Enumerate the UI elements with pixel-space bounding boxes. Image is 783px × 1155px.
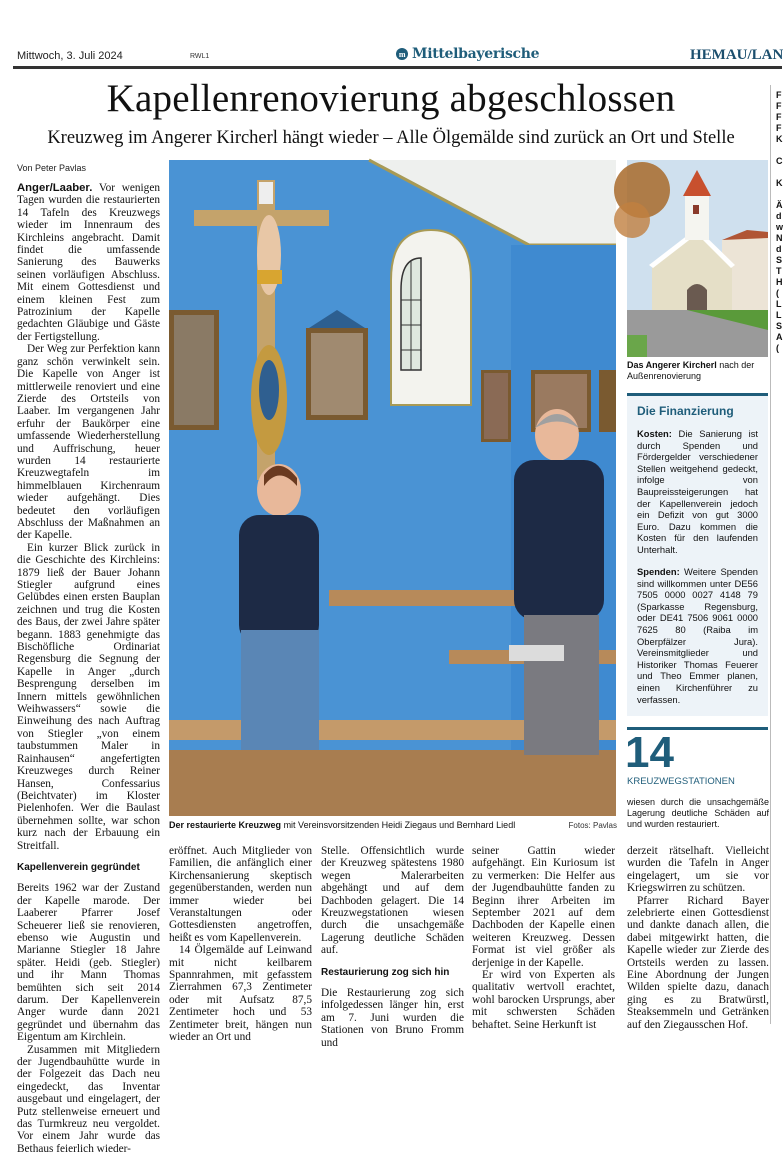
financing-infobox: [627, 393, 768, 716]
section-label: HEMAU/LAN: [690, 47, 783, 63]
dateline: Anger/Laaber.: [17, 182, 93, 194]
column-3: [321, 845, 464, 1049]
edge-letter: w: [776, 222, 783, 232]
edge-letter: A: [776, 332, 783, 342]
fact-label: KREUZWEGSTATIONEN: [627, 776, 735, 787]
edge-letter: [776, 189, 782, 200]
edge-letter: L: [776, 310, 782, 320]
donations-text: [637, 566, 758, 705]
costs-label: Kosten:: [637, 428, 672, 439]
edge-letter: S: [776, 321, 783, 331]
paragraph: 14 Ölgemälde auf Leinwand mit nicht keilbarem Spannrahmen, mit gefasstem Zierrahmen 67,3 Zentimeter oder mit Aufsatz 87,5 Zentimeter hoch und 53 Zentimeter breit, hängen nun wieder an Ort und: [169, 944, 312, 1044]
edge-letter: F: [776, 123, 782, 133]
paragraph: Pfarrer Richard Bayer zelebrierte einen Gottesdienst und dankte danach allen, die dabei mitgewirkt hatten, die Kapelle wieder zur Zierde des Ortsteils werden zu lassen. Eine Abordnung der Jungen Wilden spielte dazu, danach ging es zu Bratwürstl, Steaksemmeln und Getränken auf den Ziegausschen Hof.: [627, 894, 769, 1031]
paragraph: Der Weg zur Perfektion kann ganz schön verwinkelt sein. Die Kapelle von Anger ist mittlerweile renoviert und eine Zierde des Ortsteils von Laaber. Im vergangenen Jahr erfuhr der Baukörper eine umfassende Wiederherstellung und Auffrischung, heuer wurden 14 restaurierte Kreuzwegtafeln im himmelblauen Kirchenraum wieder aufgehängt. Dies bedeutet den vorläufigen Abschluss der Maßnahmen an der Kapelle.: [17, 343, 160, 542]
issue-date: Mittwoch, 3. Juli 2024: [17, 50, 123, 62]
edge-letter: H: [776, 277, 783, 287]
edge-letter: T: [776, 266, 782, 276]
infobox-title: Die Finanzierung: [637, 404, 734, 418]
edge-letter: F: [776, 101, 782, 111]
logo-text: Mittelbayerische: [412, 46, 540, 62]
main-photo-caption: [169, 820, 619, 830]
edge-letter: [776, 167, 782, 178]
edge-letter: [776, 145, 782, 156]
adjacent-column-edge: [776, 90, 782, 354]
paragraph: derzeit rätselhaft. Vielleicht wurden die Tafeln in Anger eingelagert, um sie vor Kriegswirren zu schützen.: [627, 845, 769, 895]
paragraph: [17, 182, 160, 343]
column-4: [472, 845, 615, 1031]
edge-letter: Ä: [776, 200, 783, 210]
donations-label: Spenden:: [637, 566, 680, 577]
headline: Kapellenrenovierung abgeschlossen: [106, 77, 676, 120]
chapel-exterior-illustration: [627, 160, 768, 357]
fact-number: 14: [625, 728, 674, 777]
page-code: RWL1: [190, 53, 210, 60]
edge-letter: K: [776, 178, 783, 188]
column-1: [17, 182, 160, 1155]
caption-text: mit Vereinsvorsitzenden Heidi Ziegaus und Bernhard Liedl: [283, 820, 516, 830]
subheading: Kapellenverein gegründet: [17, 861, 140, 873]
paragraph: Stelle. Offensichtlich wurde der Kreuzweg spätestens 1980 wegen Malerarbeiten abgehängt und auf dem Dachboden gelagert. Die 14 Kreuzwegstationen wiesen durch die unsachgemäße Lagerung deutliche Schäden auf.: [321, 845, 464, 957]
header-rule: [13, 66, 782, 69]
column-2: [169, 845, 312, 1044]
paragraph: eröffnet. Auch Mitglieder von Familien, die anfänglich einer Kirchensanierung skeptisch gegenüberstanden, werden nun immer wieder bei Veranstaltungen oder Gottesdiensten angetroffen, heißt es vom Kapellenverein.: [169, 845, 312, 944]
photo-credit: Fotos: Pavlas: [568, 821, 617, 830]
byline: Von Peter Pavlas: [17, 163, 87, 173]
paragraph: Ein kurzer Blick zurück in die Geschichte des Kirchleins: 1879 ließ der Bauer Johann Stiegler aufgrund eines Gelübdes einen ersten Bauplan zeichnen und trug die Kosten des Baus, der zwei Jahre später begann. 1883 genehmigte das Bischöfliche Ordinariat Regensburg die Segnung der Kapelle in Anger „durch Besprengung derselben im Innern mittels gewöhnlichen Weihwassers“ sowie die Einweihung des nach Auftrag von Stiegler „von einem taubstummen Maler in Rainhausen“ angefertigten Kreuzweges durch Reiner Hansen, Confessarius (Beichtvater) im Kloster Pielenhofen. Wer die Baulast übernehmen sollte, war schon kurz nach der Erbauung ein Streitfall.: [17, 541, 160, 852]
paragraph-text: Vor wenigen Tagen wurden die restaurierten 14 Tafeln des Kreuzwegs wieder im Innenraum des Kirchleins angebracht. Damit findet die umfassende Sanierung des Bauwerks seinen vorläufigen Abschluss. Mit einem Gottesdienst und einem kleinen Fest zum Patrozinium der Kapelle gedachten Gläubige und Gäste der Fertigstellung.: [17, 182, 160, 343]
subheadline: Kreuzweg im Angerer Kircherl hängt wieder – Alle Ölgemälde sind zurück an Ort und Stelle: [47, 128, 735, 148]
edge-letter: d: [776, 244, 782, 254]
side-photo-caption: [627, 360, 768, 382]
edge-letter: S: [776, 255, 783, 265]
caption-text: nach der Außenrenovierung: [627, 360, 755, 381]
donations-body: Weitere Spenden sind willkommen unter DE56 7505 0000 0027 4148 79 (Sparkasse Regensburg, oder DE41 7506 9061 0000 7625 80 (Raiba im Oberpfälzer Jura). Vereinsmitglieder und Historiker Thomas Feuerer und Theo Emmer planen, einen Kirchenführer zu verfassen.: [637, 566, 758, 705]
logo-mark-icon: m: [396, 48, 408, 60]
edge-letter: N: [776, 233, 783, 243]
main-photo: [169, 160, 616, 816]
paragraph: Er wird von Experten als qualitativ wertvoll erachtet, wohl barocken Ursprungs, aber mit schwersten Schäden behaftet. Seine Herkunft ist: [472, 969, 615, 1031]
costs-body: Die Sanierung ist durch Spenden und Fördergelder verschiedener Stellen weitgehend gedeckt, infolge von Baupreissteigerungen hat der Kapellenverein jedoch ein Defizit von gut 3000 Euro. Dazu kommen die Kosten für den laufenden Unterhalt.: [637, 428, 758, 555]
edge-letter: d: [776, 211, 782, 221]
paragraph: seiner Gattin wieder aufgehängt. Ein Kuriosum ist zu vermerken: Die Helfer aus der Jugendbauhütte fanden zu Beginn ihrer Arbeiten im September 2021 auf dem Dachboden der Kapelle einen weiteren Kreuzweg. Dessen Format ist viel größer als derjenige in der Kapelle.: [472, 845, 615, 969]
caption-bold: Das Angerer Kircherl: [627, 360, 717, 370]
paragraph: Bereits 1962 war der Zustand der Kapelle marode. Der Laaberer Pfarrer Josef Scheuerer ließ sie renovieren, ebenso wie Augustin und Marianne Stiegler 18 Jahre später. Heidi (geb. Stiegler) und ihr Mann Thomas bemühten sich seit 2014 darum. Der Kapellenverein Anger wurde dann 2021 gegründet und übernahm das Eigentum am Kirchlein.: [17, 882, 160, 1044]
edge-letter: F: [776, 112, 782, 122]
caption-bold: Der restaurierte Kreuzweg: [169, 820, 282, 830]
column-5: [627, 845, 769, 1031]
chapel-exterior-photo: [627, 160, 768, 357]
fact-text: wiesen durch die unsachgemäße Lagerung deutliche Schäden auf und wurden restauriert.: [627, 797, 769, 829]
newspaper-logo: [396, 46, 539, 62]
chapel-interior-illustration: [169, 160, 616, 816]
costs-text: [637, 428, 758, 556]
paragraph: Die Restaurierung zog sich infolgedessen länger hin, erst am 7. Juni wurden die Stationen von Bruno Fromm und: [321, 987, 464, 1049]
column-divider: [770, 85, 771, 1024]
subheading: Restaurierung zog sich hin: [321, 966, 450, 978]
edge-letter: L: [776, 299, 782, 309]
edge-letter: C: [776, 156, 783, 166]
edge-letter: (: [776, 343, 779, 353]
paragraph: Zusammen mit Mitgliedern der Jugendbauhütte wurde in der Folgezeit das Dach neu eingedeckt, das Inventar ausgebaut und eingelagert, der Putz stellenweise erneuert und das Turmkreuz neu vergoldet. Vor einem Jahr wurde das Bethaus feierlich wieder-: [17, 1043, 160, 1155]
edge-letter: F: [776, 90, 782, 100]
edge-letter: (: [776, 288, 779, 298]
edge-letter: K: [776, 134, 783, 144]
